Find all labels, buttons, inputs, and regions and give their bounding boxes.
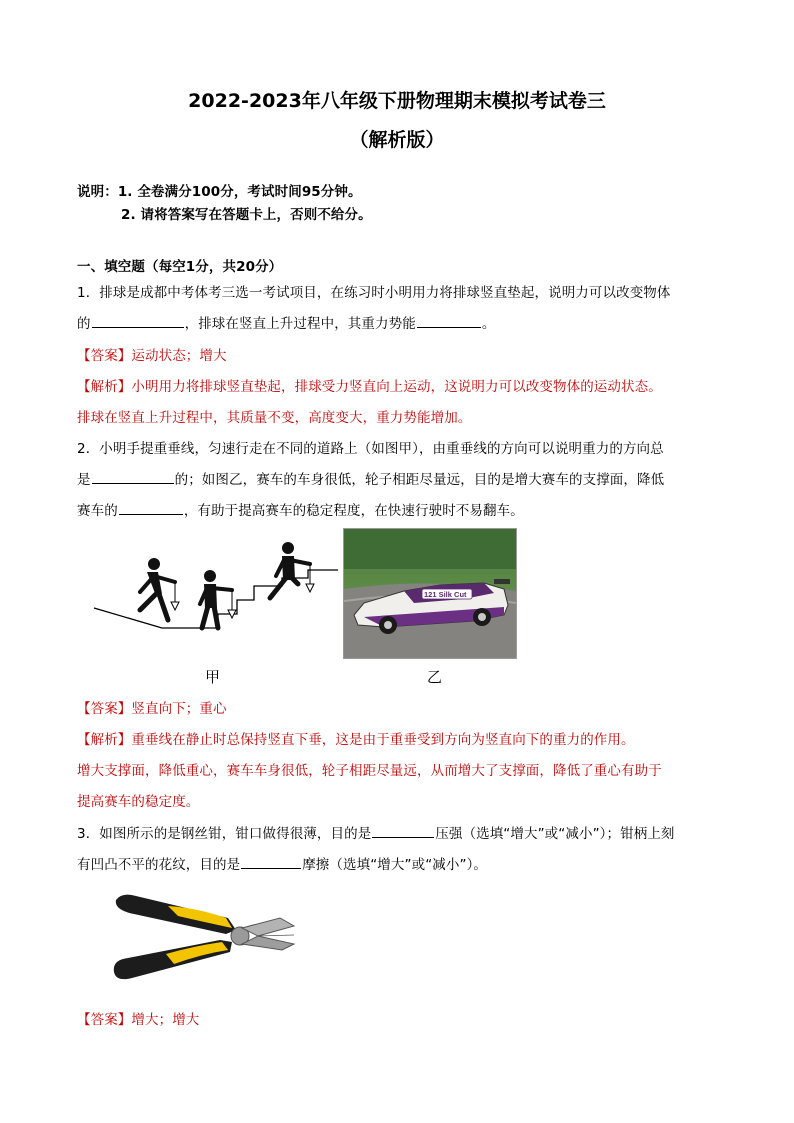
- q2-text: 的；如图乙，赛车的车身很低，轮子相距尽量远，目的是增大赛车的支撑面，降低: [174, 472, 665, 488]
- q2-text: ，有助于提高赛车的稳定程度，在快速行驶时不易翻车。: [183, 503, 524, 519]
- q1-answer: [77, 344, 227, 364]
- answer-tag: 【答案】: [77, 701, 132, 717]
- section-heading: 一、填空题（每空1分，共20分）: [77, 259, 283, 275]
- q1-text: ，排球在竖直上升过程中，其重力势能: [184, 316, 416, 332]
- q1-analysis-1: [77, 375, 662, 395]
- figure-caption-yi: 乙: [427, 668, 443, 686]
- car-livery-text: 121 Silk Cut: [424, 590, 467, 599]
- instructions-item-2: 2. 请将答案写在答题卡上，否则不给分。: [121, 207, 372, 223]
- plumb-line-walkers-figure: [92, 540, 342, 650]
- analysis-text: 小明用力将排球竖直垫起，排球受力竖直向上运动，这说明力可以改变物体的运动状态。: [131, 379, 662, 395]
- q2-line-3: [77, 499, 524, 519]
- instructions-line-1: [77, 180, 362, 200]
- q2-analysis-1: [77, 728, 635, 748]
- q1-line-1: 1．排球是成都中考体考三选一考试项目，在练习时小明用力将排球竖直垫起，说明力可以改变物体: [77, 285, 671, 301]
- page-subtitle: （解析版）: [349, 129, 445, 151]
- q1-text: 。: [481, 316, 496, 332]
- answer-blank[interactable]: [92, 470, 174, 484]
- q3-text: 摩擦（选填“增大”或“减小”）。: [302, 857, 488, 873]
- q2-analysis-3: 提高赛车的稳定度。: [77, 794, 200, 810]
- pliers-icon: [108, 888, 300, 988]
- q3-text: 有凹凸不平的花纹，目的是: [77, 857, 241, 873]
- q2-text: 赛车的: [77, 503, 118, 519]
- q3-text: 3．如图所示的是钢丝钳，钳口做得很薄，目的是: [77, 826, 372, 842]
- figure-caption-jia: 甲: [205, 668, 221, 686]
- answer-blank[interactable]: [372, 824, 434, 838]
- instructions-label: 说明：: [77, 184, 118, 200]
- answer-text: 竖直向下；重心: [131, 701, 227, 717]
- answer-text: 运动状态；增大: [131, 348, 227, 364]
- q2-text: 是: [77, 472, 91, 488]
- q1-text: 的: [77, 316, 91, 332]
- instructions-item-1: 1. 全卷满分100分，考试时间95分钟。: [117, 184, 362, 200]
- answer-text: 增大；增大: [131, 1012, 200, 1028]
- walker-1: [140, 558, 175, 620]
- answer-tag: 【答案】: [77, 1012, 132, 1028]
- q2-line-1: 2．小明手提重垂线，匀速行走在不同的道路上（如图甲），由重垂线的方向可以说明重力的方向总: [77, 441, 664, 457]
- q3-answer: [77, 1008, 199, 1028]
- q1-line-2: [77, 312, 495, 332]
- q3-line-1: [77, 822, 675, 842]
- analysis-text: 重垂线在静止时总保持竖直下垂，这是由于重垂受到方向为竖直向下的重力的作用。: [131, 732, 635, 748]
- analysis-tag: 【解析】: [77, 732, 132, 748]
- answer-blank[interactable]: [119, 501, 183, 515]
- race-car-photo: [343, 528, 517, 659]
- q3-line-2: [77, 853, 487, 873]
- analysis-tag: 【解析】: [77, 379, 132, 395]
- answer-blank[interactable]: [92, 314, 184, 328]
- page-title: 2022-2023年八年级下册物理期末模拟考试卷三: [188, 90, 606, 112]
- q2-analysis-2: 增大支撑面，降低重心，赛车车身很低，轮子相距尽量远，从而增大了支撑面，降低了重心有助于: [77, 763, 662, 779]
- walker-3: [270, 542, 310, 598]
- q3-text: 压强（选填“增大”或“减小”）；钳柄上刻: [435, 826, 675, 842]
- q2-line-2: [77, 468, 664, 488]
- answer-tag: 【答案】: [77, 348, 132, 364]
- answer-blank[interactable]: [241, 855, 301, 869]
- walker-2: [200, 570, 232, 628]
- answer-blank[interactable]: [417, 314, 481, 328]
- race-car-icon: [344, 529, 516, 658]
- q2-answer: [77, 697, 227, 717]
- q1-analysis-2: 排球在竖直上升过程中，其质量不变，高度变大，重力势能增加。: [77, 410, 472, 426]
